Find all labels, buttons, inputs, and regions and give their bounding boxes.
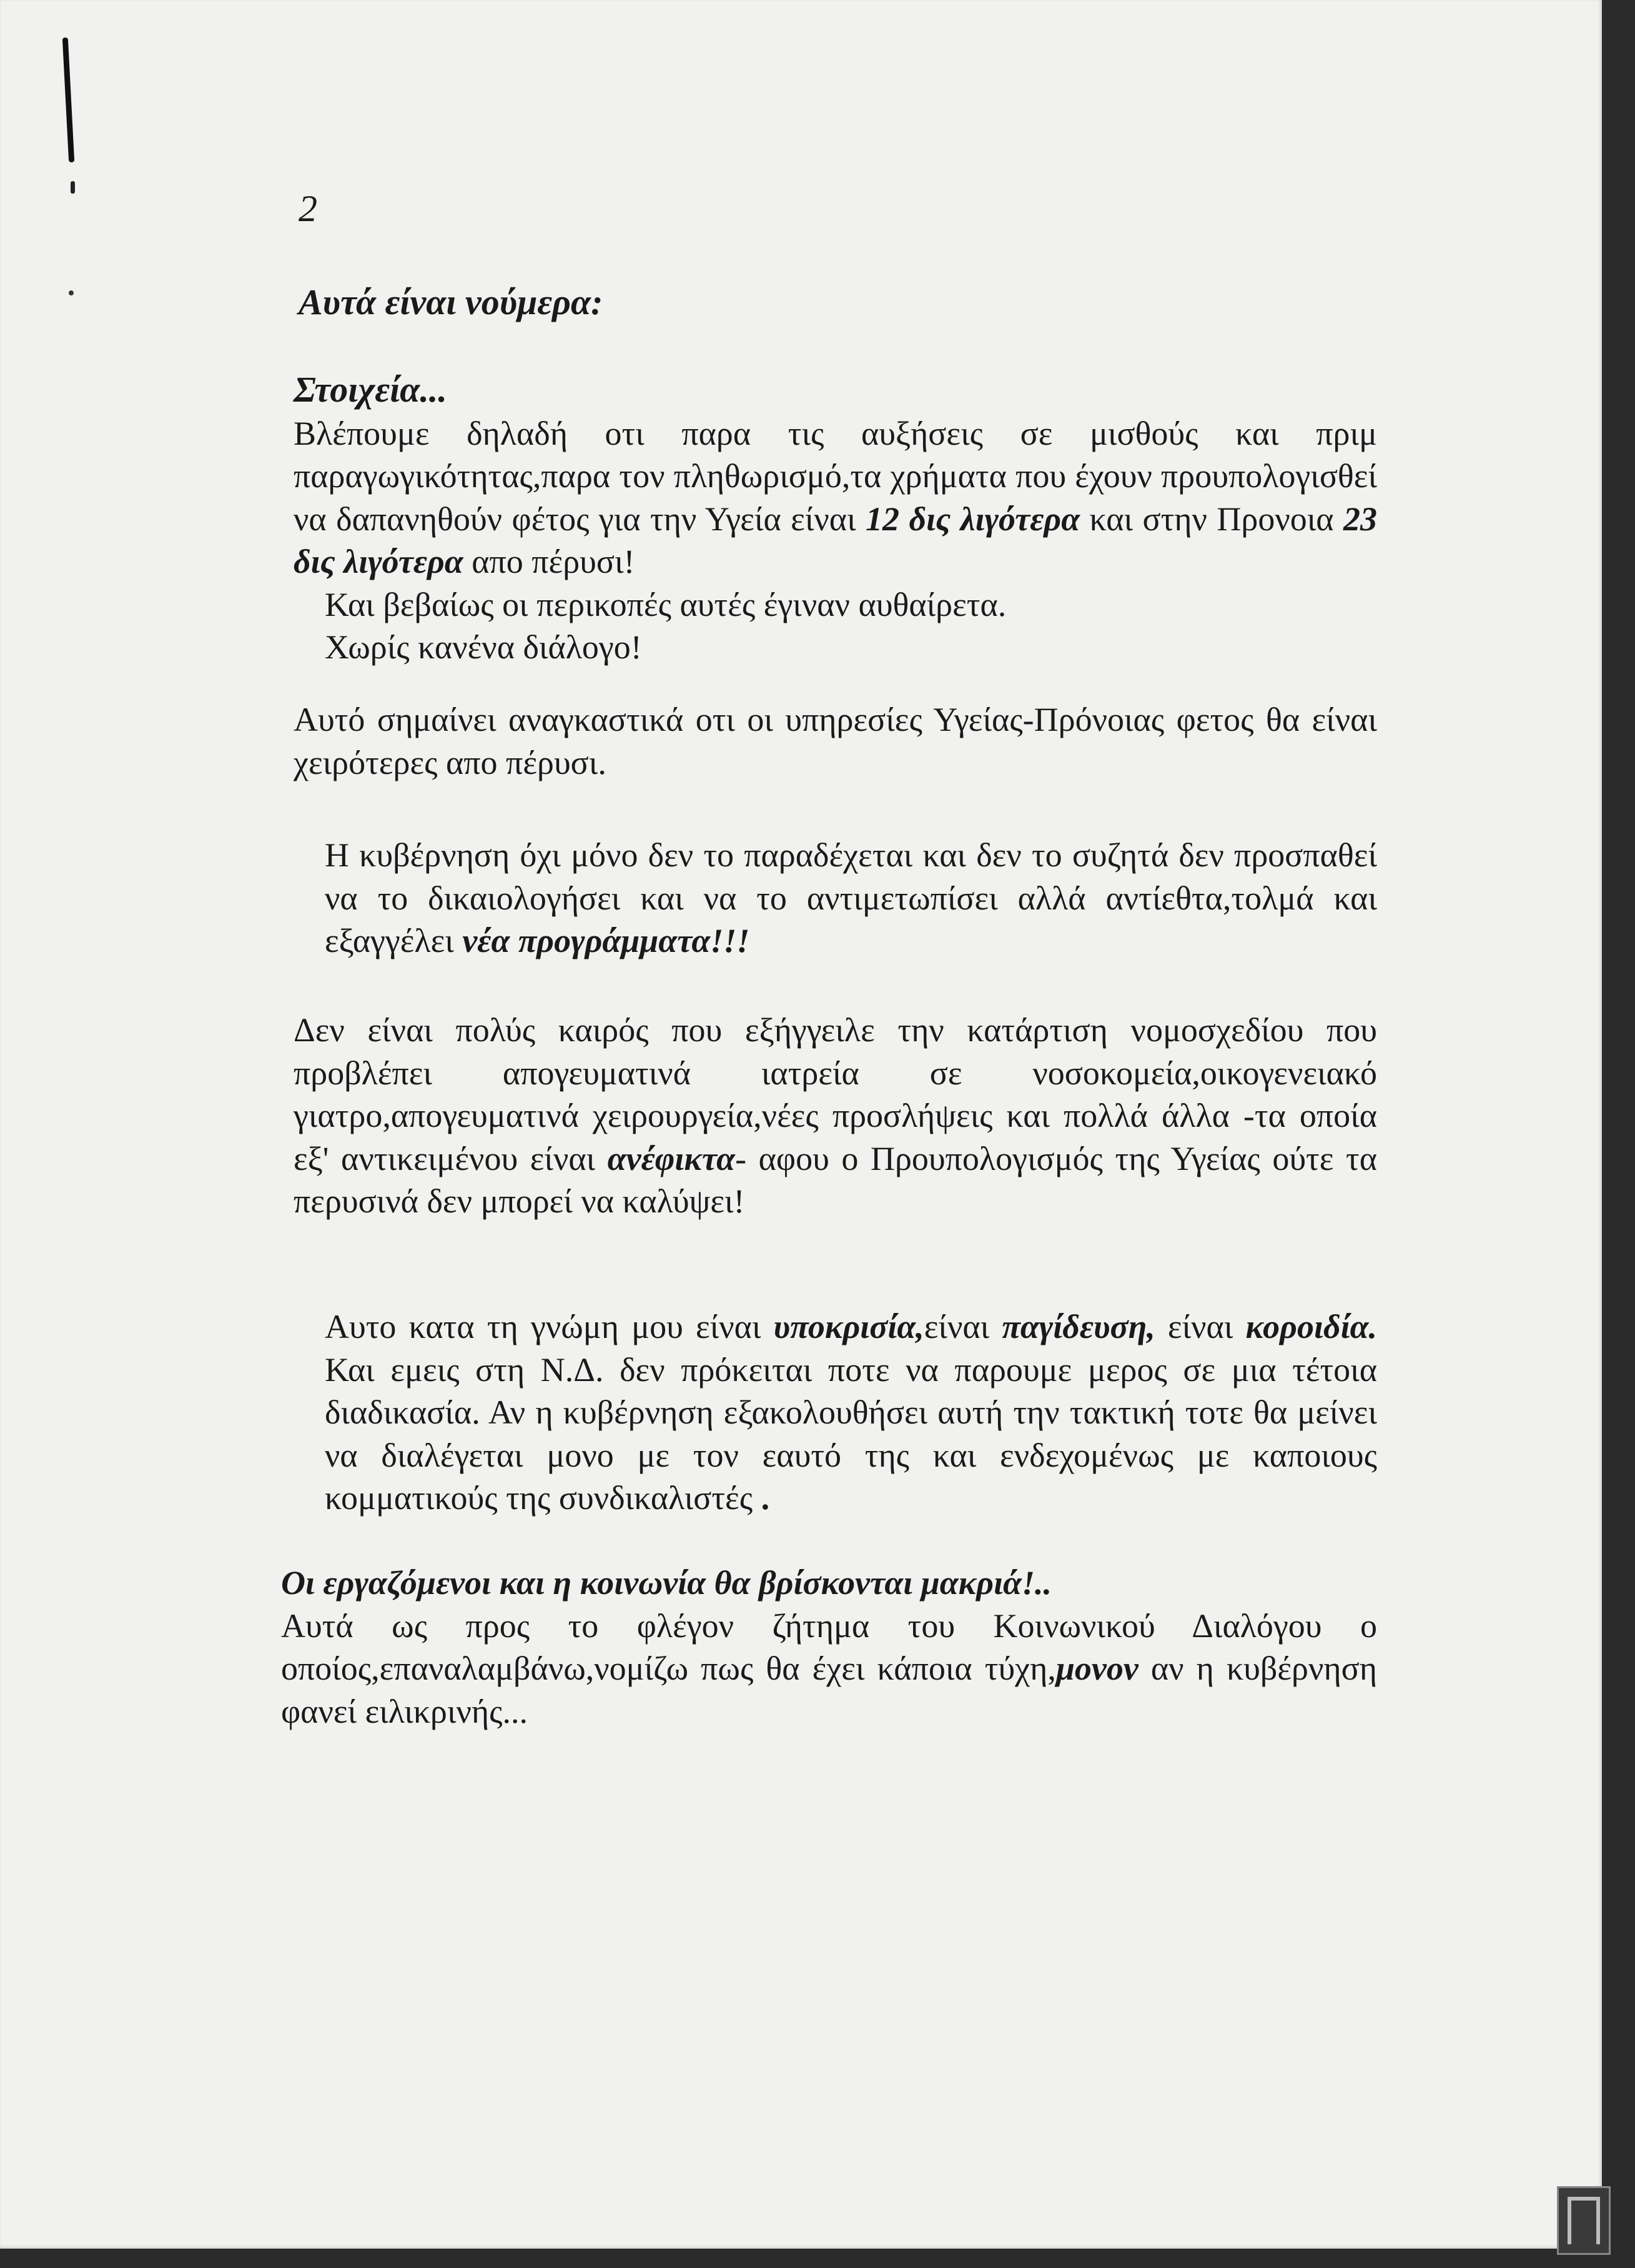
- text-span: - αφου ο Προυπολογισμός της Υγείας ούτε τα περυσινά δεν μπορεί να καλύψει!: [294, 1139, 1377, 1220]
- paragraph-3: Χωρίς κανένα διάλογο!: [325, 628, 642, 666]
- text-span: Δεν είναι πολύς καιρός που εξήγγειλε την κατάρτιση νομοσχεδίου που προβλέπει απογευματινά ιατρεία σε νοσοκομεία,οικογενειακό γιατρο,απογευματινά χειρουργεία,νέες προσλήψεις και πολλά άλλα -τα οποία εξ' αντικειμένου είναι: [294, 1011, 1377, 1177]
- text-span: Αυτο κατα τη γνώμη μου είναι: [325, 1308, 774, 1345]
- text-span: Αυτά ως προς το φλέγον ζήτημα του Κοινωνικού Διαλόγου ο οποίος,επαναλαμβάνω,νομίζω πως θα έχει κάποια τύχη,: [281, 1607, 1377, 1687]
- text-span: είναι: [1155, 1308, 1246, 1345]
- paragraph-2: Και βεβαίως οι περικοπές αυτές έγιναν αυθαίρετα.: [325, 585, 1007, 623]
- text-span: απο πέρυσι!: [463, 543, 635, 580]
- body-block-2: [294, 698, 1377, 784]
- body-block-6: [281, 1562, 1377, 1733]
- emphasis: μονον: [1055, 1650, 1139, 1687]
- paragraph-7: [294, 1305, 1377, 1520]
- emphasis: νέα προγράμματα!!!: [462, 922, 750, 959]
- paragraph-5: [294, 834, 1377, 963]
- paragraph-4: Αυτό σημαίνει αναγκαστικά οτι οι υπηρεσίες Υγείας-Πρόνοιας φετος θα είναι χειρότερες απο πέρυσι.: [294, 701, 1377, 781]
- paragraph-6: [294, 1009, 1377, 1223]
- emphasis: ανέφικτα: [607, 1139, 736, 1177]
- document-heading: Αυτά είναι νούμερα:: [299, 282, 603, 322]
- text-span: είναι: [924, 1308, 1002, 1345]
- subheading: Στοιχεία...: [294, 369, 447, 410]
- body-block-1: [294, 369, 1377, 669]
- emphasis: 12 δις λιγότερα: [866, 500, 1080, 538]
- paragraph-8: [281, 1562, 1377, 1733]
- binding-mark: [69, 290, 74, 295]
- text-span: Η κυβέρνηση όχι μόνο δεν το παραδέχεται και δεν το συζητά δεν προσπαθεί να το δικαιολογήσει και να το αντιμετωπίσει αλλά αντίεθτα,τολμά και εξαγγέλει: [325, 836, 1377, 959]
- emphasis: Οι εργαζόμενοι και η κοινωνία θα βρίσκονται μακριά!..: [281, 1564, 1052, 1602]
- text-span: και στην Προνοια: [1080, 500, 1343, 538]
- page-number: 2: [299, 188, 317, 229]
- archive-logo-icon: [1557, 2186, 1611, 2255]
- body-block-3: [294, 834, 1377, 963]
- emphasis: υποκρισία,: [773, 1308, 924, 1345]
- paragraph-1: [294, 369, 1377, 583]
- text-span: Βλέπουμε δηλαδή οτι παρα τις αυξήσεις σε μισθούς και πριμ παραγωγικότητας,παρα τον πληθωρισμό,τα χρήματα που έχουν προυπολογισθεί να δαπανηθούν φέτος για την Υγεία είναι: [294, 414, 1377, 538]
- body-block-5: [294, 1305, 1377, 1520]
- binding-mark: [62, 37, 74, 162]
- emphasis: κοροιδία.: [1245, 1308, 1377, 1345]
- emphasis: .: [761, 1479, 770, 1517]
- emphasis: 23 δις λιγότερα: [294, 500, 1377, 580]
- text-span: αν η κυβέρνηση φανεί ειλικρινής...: [281, 1650, 1377, 1730]
- emphasis: παγίδευση,: [1002, 1308, 1155, 1345]
- body-block-4: [294, 1009, 1377, 1223]
- binding-mark: [71, 181, 75, 194]
- text-span: Και εμεις στη Ν.Δ. δεν πρόκειται ποτε να παρουμε μερος σε μια τέτοια διαδικασία. Αν η κυβέρνηση εξακολουθήσει αυτή την τακτική τοτε θα μείνει να διαλέγεται μονο με τον εαυτό της και ενδεχομένως με καποιους κομματικούς της συνδικαλιστές: [325, 1350, 1377, 1517]
